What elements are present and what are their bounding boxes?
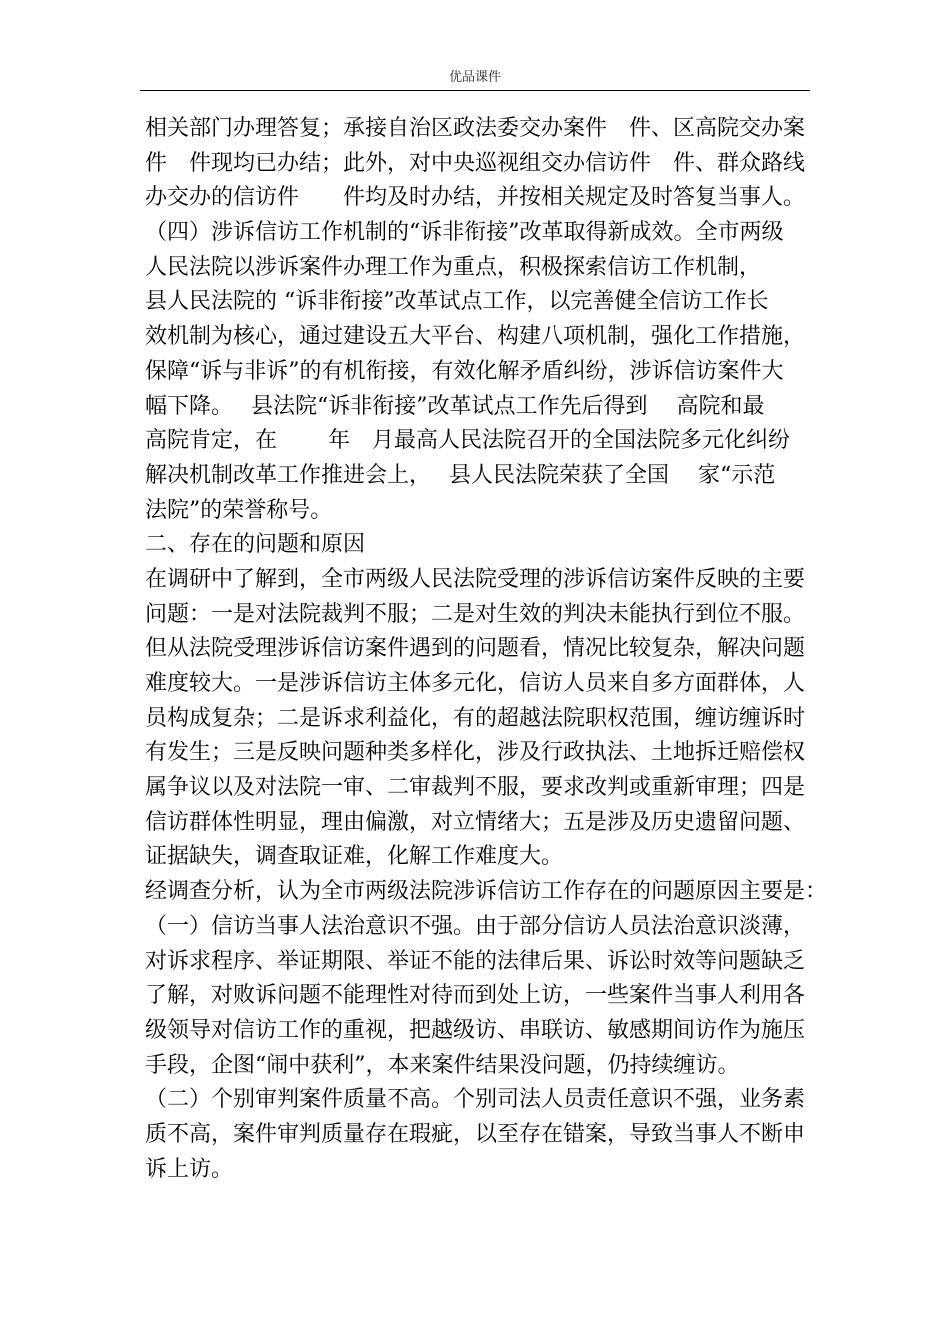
body-line: 幅下降。 县法院“诉非衔接”改革试点工作先后得到 高院和最: [145, 393, 765, 419]
body-line: 了解，对败诉问题不能理性对待而到处上访，一些案件当事人利用各: [145, 983, 806, 1009]
body-line: 解决机制改革工作推进会上， 县人民法院荣获了全国 家“示范: [145, 462, 776, 488]
body-line: 效机制为核心，通过建设五大平台、构建八项机制，强化工作措施，: [145, 324, 806, 350]
body-line: （一）信访当事人法治意识不强。由于部分信访人员法治意识淡薄，: [145, 913, 806, 939]
body-line: 对诉求程序、举证期限、举证不能的法律后果、诉讼时效等问题缺乏: [145, 948, 806, 974]
body-line: （四）涉诉信访工作机制的“诉非衔接”改革取得新成效。全市两级: [145, 220, 784, 246]
header-divider: [140, 90, 810, 91]
body-line: 保障“诉与非诉”的有机衔接，有效化解矛盾纠纷，涉诉信访案件大: [145, 358, 784, 384]
body-line: 信访群体性明显，理由偏激，对立情绪大；五是涉及历史遗留问题、: [145, 809, 806, 835]
body-line: 但从法院受理涉诉信访案件遇到的问题看，情况比较复杂，解决问题: [145, 636, 806, 662]
body-line: 证据缺失，调查取证难，化解工作难度大。: [145, 844, 564, 870]
body-line: （二）个别审判案件质量不高。个别司法人员责任意识不强，业务素: [145, 1087, 806, 1113]
body-line: 相关部门办理答复；承接自治区政法委交办案件 件、区高院交办案: [145, 116, 806, 141]
page-header: 优品课件: [448, 70, 501, 85]
body-line: 难度较大。一是涉诉信访主体多元化，信访人员来自多方面群体，人: [145, 671, 806, 696]
body-line: 在调研中了解到，全市两级人民法院受理的涉诉信访案件反映的主要: [145, 566, 806, 592]
body-line: 法院”的荣誉称号。: [145, 497, 333, 523]
section-heading: 二、存在的问题和原因: [145, 532, 366, 558]
body-line: 质不高，案件审判质量存在瑕疵，以至存在错案，导致当事人不断申: [145, 1121, 806, 1147]
document-body: [145, 112, 828, 1187]
body-line: 经调查分析，认为全市两级法院涉诉信访工作存在的问题原因主要是：: [145, 879, 828, 905]
body-line: 件 件现均已办结；此外，对中央巡视组交办信访件 件、群众路线: [145, 150, 806, 176]
body-line: 员构成复杂；二是诉求利益化，有的超越法院职权范围，缠访缠诉时: [145, 705, 806, 731]
body-line: 属争议以及对法院一审、二审裁判不服，要求改判或重新审理；四是: [145, 775, 806, 801]
body-line: 问题：一是对法院裁判不服；二是对生效的判决未能执行到位不服。: [145, 601, 806, 627]
body-line: 高院肯定，在 年 月最高人民法院召开的全国法院多元化纠纷: [145, 428, 790, 454]
body-line: 人民法院以涉诉案件办理工作为重点，积极探索信访工作机制，: [145, 254, 762, 280]
body-line: 手段，企图“闹中获利”，本来案件结果没问题，仍持续缠访。: [145, 1052, 740, 1078]
body-line: 诉上访。: [145, 1156, 234, 1182]
body-line: 有发生；三是反映问题种类多样化，涉及行政执法、土地拆迁赔偿权: [145, 740, 806, 766]
body-line: 办交办的信访件 件均及时办结，并按相关规定及时答复当事人。: [145, 185, 806, 211]
body-line: 县人民法院的 “诉非衔接”改革试点工作，以完善健全信访工作长: [145, 289, 769, 315]
body-line: 级领导对信访工作的重视，把越级访、串联访、敏感期间访作为施压: [145, 1017, 806, 1043]
